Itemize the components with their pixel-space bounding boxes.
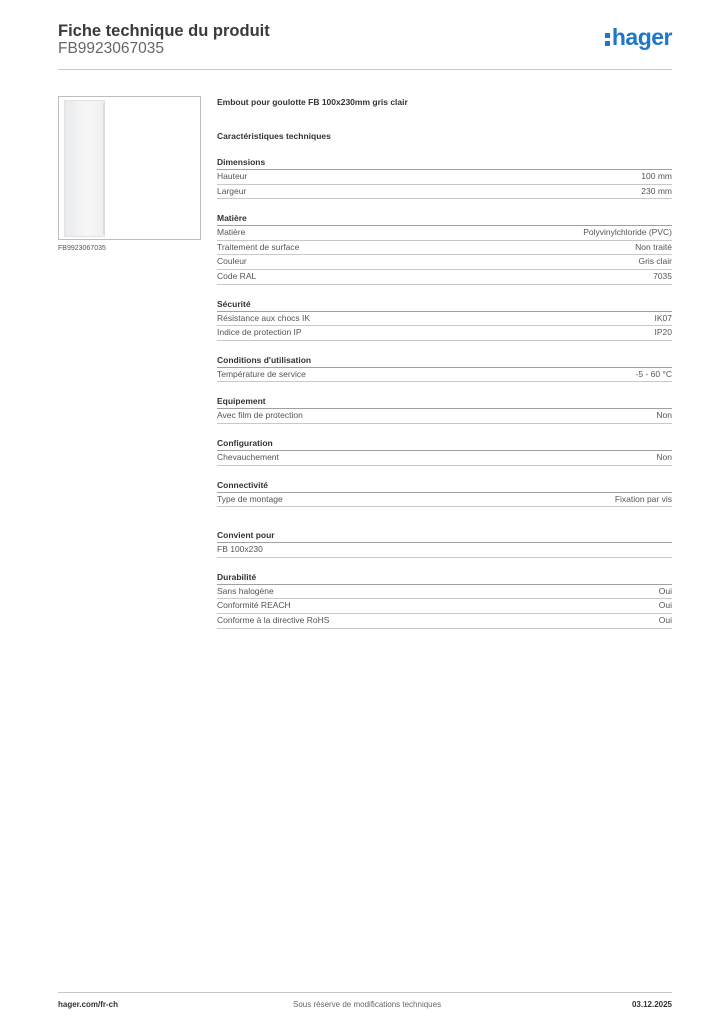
characteristics-group [217, 479, 672, 508]
characteristic-row [217, 270, 672, 285]
logo-colon-icon [605, 31, 610, 47]
characteristic-value: Non traité [635, 241, 672, 252]
characteristic-row [217, 326, 672, 341]
characteristic-row [217, 185, 672, 200]
characteristics-group [217, 395, 672, 424]
footer-date: 03.12.2025 [631, 1000, 672, 1009]
characteristic-row [217, 451, 672, 466]
characteristic-row [217, 614, 672, 629]
characteristic-row [217, 543, 672, 558]
characteristic-value: Fixation par vis [614, 493, 672, 504]
characteristic-label: Conformité REACH [217, 600, 291, 611]
hager-logo [605, 26, 672, 49]
group-title: Equipement [217, 395, 672, 409]
characteristic-label: Traitement de surface [217, 241, 300, 252]
page-footer [58, 992, 672, 1012]
group-title: Conditions d'utilisation [217, 354, 672, 368]
group-title: Configuration [217, 437, 672, 451]
technical-characteristics-heading: Caractéristiques techniques [217, 131, 331, 141]
characteristic-value: 7035 [653, 270, 672, 281]
group-title: Connectivité [217, 479, 672, 493]
characteristic-row [217, 312, 672, 327]
characteristic-label: FB 100x230 [217, 544, 263, 555]
characteristic-label: Hauteur [217, 171, 248, 181]
product-image-caption: FB9923067035 [58, 245, 106, 252]
characteristic-label: Avec film de protection [217, 410, 303, 421]
characteristic-label: Couleur [217, 256, 247, 267]
footer-notice: Sous réserve de modifications techniques [293, 1000, 442, 1009]
end-cap-panel-image [64, 100, 105, 237]
characteristic-label: Sans halogène [217, 585, 274, 596]
characteristic-value: 230 mm [641, 185, 672, 196]
group-title: Convient pour [217, 529, 672, 543]
characteristic-label: Matière [217, 227, 246, 238]
characteristic-row [217, 226, 672, 241]
page-header [58, 20, 672, 70]
characteristics-group [217, 212, 672, 284]
characteristic-value: Oui [658, 600, 672, 611]
characteristic-row [217, 599, 672, 614]
characteristic-row [217, 585, 672, 600]
group-title: Dimensions [217, 156, 672, 170]
characteristic-row [217, 241, 672, 256]
characteristic-row [217, 170, 672, 185]
characteristic-value: Non [656, 451, 672, 462]
characteristic-row [217, 493, 672, 508]
characteristic-label: Conforme à la directive RoHS [217, 614, 330, 625]
characteristics-group [217, 298, 672, 341]
product-image [58, 96, 201, 240]
characteristic-label: Type de montage [217, 493, 283, 504]
characteristic-value: Polyvinylchloride (PVC) [583, 227, 672, 238]
characteristics-group [217, 529, 672, 558]
characteristic-label: Température de service [217, 368, 306, 379]
footer-website: hager.com/fr-ch [58, 1000, 119, 1009]
product-name: Embout pour goulotte FB 100x230mm gris clair [217, 97, 408, 107]
characteristics-group [217, 437, 672, 466]
characteristic-label: Résistance aux chocs IK [217, 312, 311, 323]
characteristic-value: Gris clair [638, 256, 672, 267]
characteristic-value: IP20 [654, 327, 672, 338]
characteristic-value: Non [656, 410, 672, 421]
logo-text: hager [611, 24, 672, 50]
characteristic-row [217, 255, 672, 270]
characteristic-value: 100 mm [641, 171, 672, 181]
characteristic-value: Oui [658, 614, 672, 625]
characteristic-label: Indice de protection IP [217, 327, 302, 338]
group-title: Durabilité [217, 571, 672, 585]
characteristics-groups [217, 156, 672, 629]
characteristic-value: IK07 [654, 312, 672, 323]
page-title: Fiche technique du produit [58, 22, 270, 40]
product-reference: FB9923067035 [58, 40, 165, 57]
characteristic-value: Oui [658, 585, 672, 596]
characteristic-label: Code RAL [217, 270, 257, 281]
panel-edge-shadow [103, 103, 105, 234]
characteristics-group [217, 156, 672, 199]
group-title: Matière [217, 212, 672, 226]
product-details [217, 96, 672, 629]
characteristic-row [217, 368, 672, 383]
group-title: Sécurité [217, 298, 672, 312]
characteristic-value: -5 - 60 °C [635, 368, 672, 379]
characteristics-group [217, 354, 672, 383]
characteristics-group [217, 571, 672, 629]
characteristic-row [217, 409, 672, 424]
characteristic-label: Chevauchement [217, 451, 279, 462]
characteristic-label: Largeur [217, 185, 247, 196]
